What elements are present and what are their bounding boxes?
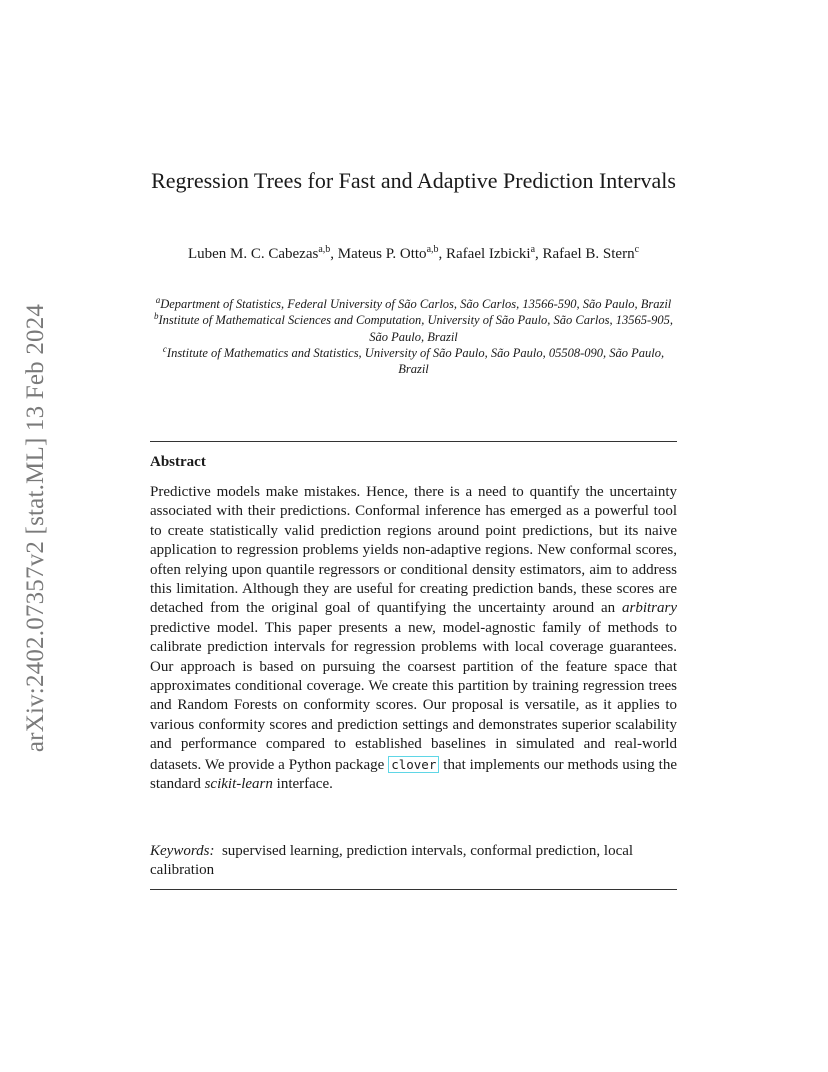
affiliation-text: Institute of Mathematics and Statistics, University of São Paulo, São Paulo, 05508-090, São Paulo, Brazil: [166, 345, 665, 377]
abstract-heading: Abstract: [150, 454, 206, 470]
affiliation-mark: b: [153, 311, 159, 322]
abstract-top-rule: [150, 441, 677, 442]
arxiv-stamp: [20, 0, 52, 1072]
affiliation-list: [150, 296, 677, 377]
keywords-text: supervised learning, prediction intervals, conformal prediction, local calibration: [150, 843, 634, 879]
keywords: [150, 842, 677, 881]
abstract-part-3: that implements our methods using the standard: [150, 756, 677, 793]
author: [338, 246, 446, 262]
affiliation-mark: c: [162, 343, 167, 354]
author-name: Rafael Izbicki: [446, 246, 531, 262]
author-separator: ,: [438, 246, 447, 262]
abstract-emphasis-scikit-learn: scikit-learn: [204, 776, 273, 793]
abstract-part-4: interface.: [272, 776, 333, 793]
affiliation: [150, 312, 677, 345]
author: [446, 246, 543, 262]
abstract-emphasis-arbitrary: arbitrary: [621, 600, 677, 617]
abstract-part-2: predictive model. This paper presents a new, model-agnostic family of methods to calibrate prediction intervals for regression problems with local coverage guarantees. Our approach is based on pursuing the coarsest partition of the feature space that approximates conditional coverage. We create this partition by training regression trees and Random Forests on conformity scores. Our proposal is versatile, as it applies to various conformity scores and prediction settings and demonstrates superior scalability and performance compared to established baselines in simulated and real-world datasets. We provide a Python package: [150, 619, 677, 773]
affiliation-text: Department of Statistics, Federal University of São Carlos, São Carlos, 13566-590, São Paulo, Brazil: [160, 297, 672, 311]
author-affiliation-mark: a: [530, 244, 536, 255]
author-separator: ,: [535, 246, 543, 262]
author: [188, 246, 338, 262]
keywords-label: Keywords:: [150, 843, 215, 859]
abstract-part-1: Predictive models make mistakes. Hence, there is a need to quantify the uncertainty associated with their predictions. Conformal inference has emerged as a powerful tool to create statistically valid prediction regions around point predictions, but its naive application to regression problems yields non-adaptive regions. New conformal scores, often relying upon quantile regressors or conditional density estimators, aim to address this limitation. Although they are useful for creating prediction bands, these scores are detached from the original goal of quantifying the uncertainty around an: [150, 484, 677, 617]
author-name: Rafael B. Stern: [542, 246, 635, 262]
author-affiliation-mark: c: [634, 244, 640, 255]
author: [543, 246, 640, 262]
package-link-clover[interactable]: clover: [388, 756, 439, 773]
affiliation-mark: a: [155, 294, 161, 305]
author-name: Mateus P. Otto: [337, 246, 427, 262]
author-affiliation-mark: a,b: [426, 244, 439, 255]
author-separator: ,: [330, 246, 338, 262]
abstract-text: [150, 483, 677, 795]
author-name: Luben M. C. Cabezas: [187, 246, 319, 262]
paper-title: Regression Trees for Fast and Adaptive Prediction Intervals: [151, 168, 676, 193]
arxiv-stamp-text: arXiv:2402.07357v2 [stat.ML] 13 Feb 2024: [22, 303, 49, 753]
author-list: [150, 244, 677, 264]
abstract-bottom-rule: [150, 889, 677, 890]
author-affiliation-mark: a,b: [318, 244, 331, 255]
affiliation: [150, 296, 677, 312]
affiliation-text: Institute of Mathematical Sciences and Computation, University of São Paulo, São Carlos, 13565-905, São Paulo, Brazil: [158, 313, 674, 344]
affiliation: [150, 345, 677, 378]
